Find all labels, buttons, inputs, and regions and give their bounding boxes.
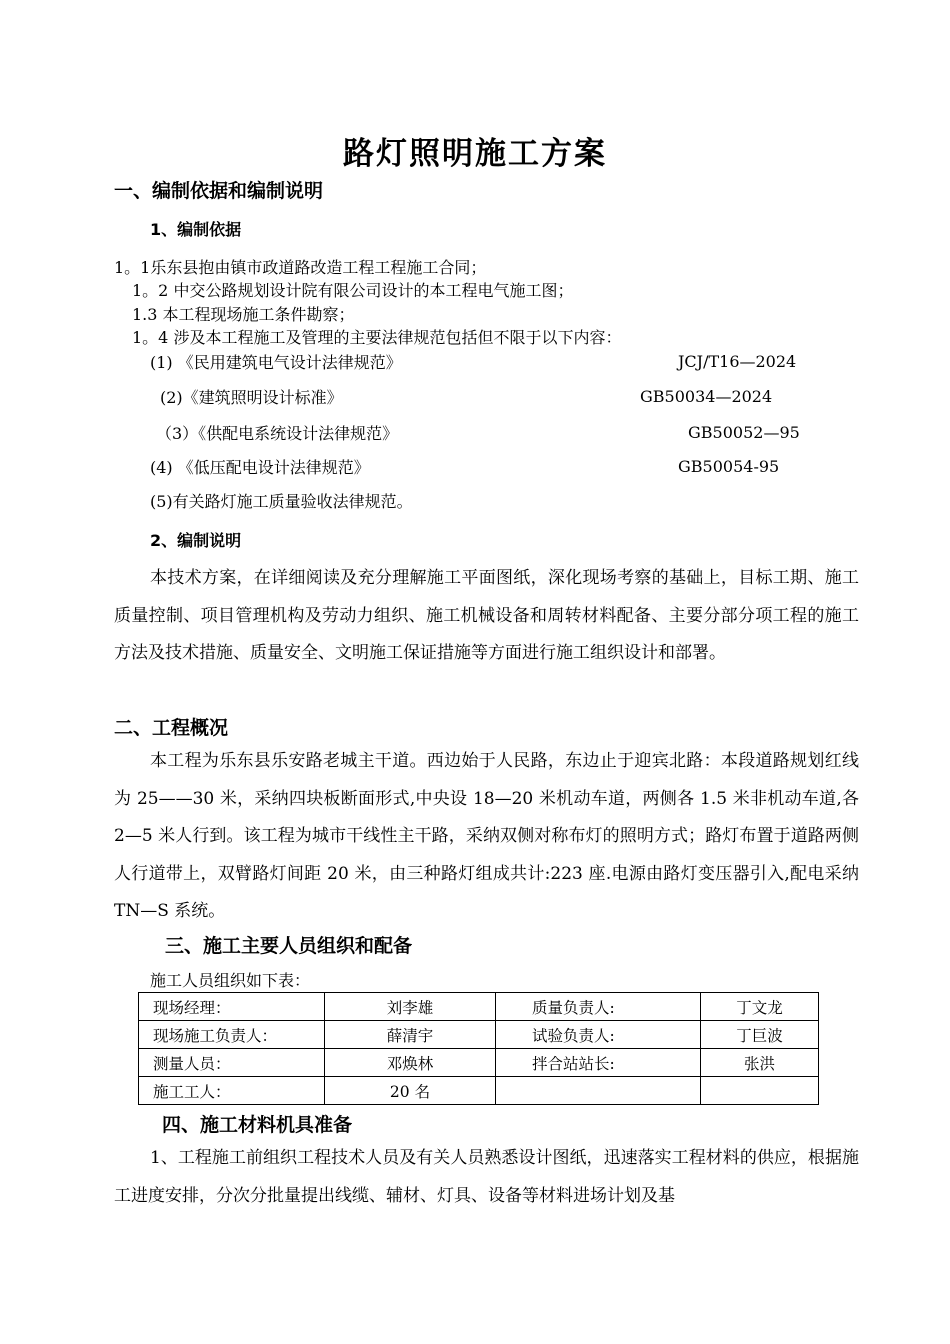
table-cell: 试验负责人:	[496, 1021, 701, 1049]
norm-1-code: JCJ/T16—2024	[678, 352, 797, 371]
norm-2-code: GB50034—2024	[640, 387, 773, 406]
table-cell: 邓焕林	[325, 1049, 496, 1077]
norm-5: (5)有关路灯施工质量验收法律规范。	[150, 492, 413, 511]
table-cell: 20 名	[325, 1077, 496, 1105]
staff-table-intro: 施工人员组织如下表：	[150, 971, 311, 990]
norm-4-code: GB50054-95	[678, 457, 780, 476]
table-row	[139, 993, 819, 1021]
subsection-basis-heading: 1、编制依据	[150, 220, 242, 239]
table-cell: 拌合站站长:	[496, 1049, 701, 1077]
table-cell: 丁文龙	[701, 993, 819, 1021]
basis-item-4: 1。4 涉及本工程施工及管理的主要法律规范包括但不限于以下内容：	[132, 328, 622, 347]
norm-3-code: GB50052—95	[688, 423, 800, 442]
table-cell: 薛清宇	[325, 1021, 496, 1049]
table-cell	[496, 1077, 701, 1105]
table-row	[139, 1049, 819, 1077]
basis-item-3: 1.3 本工程现场施工条件勘察；	[132, 305, 355, 324]
overview-paragraph: 本工程为乐东县乐安路老城主干道。西边始于人民路，东边止于迎宾北路：本段道路规划红线为 25——30 米，采纳四块板断面形式,中央设 18—20 米机动车道，两侧各 1.5 米非机动车道,各 2—5 米人行到。该工程为城市干线性主干路，采纳双侧对称布灯的照明方式；路灯布置于道路两侧人行道带上，双臂路灯间距 20 米，由三种路灯组成共计:223 座.电源由路灯变压器引入,配电采纳 TN—S 系统。	[114, 751, 859, 921]
table-cell: 丁巨波	[701, 1021, 819, 1049]
basis-item-1: 1。1乐东县抱由镇市政道路改造工程工程施工合同；	[114, 258, 487, 277]
norm-1-name: (1) 《民用建筑电气设计法律规范》	[150, 353, 402, 372]
table-row	[139, 1021, 819, 1049]
section-1-heading: 一、编制依据和编制说明	[114, 180, 324, 202]
notes-paragraph: 本技术方案，在详细阅读及充分理解施工平面图纸，深化现场考察的基础上，目标工期、施工质量控制、项目管理机构及劳动力组织、施工机械设备和周转材料配备、主要分部分项工程的施工方法及技术措施、质量安全、文明施工保证措施等方面进行施工组织设计和部署。	[114, 568, 859, 663]
table-cell: 现场施工负责人：	[139, 1021, 325, 1049]
table-cell: 施工工人：	[139, 1077, 325, 1105]
table-cell: 张洪	[701, 1049, 819, 1077]
section-3-heading: 三、施工主要人员组织和配备	[165, 935, 413, 957]
section-2-heading: 二、工程概况	[114, 717, 229, 739]
table-cell	[701, 1077, 819, 1105]
table-cell: 测量人员：	[139, 1049, 325, 1077]
section-4-heading: 四、施工材料机具准备	[162, 1114, 353, 1136]
subsection-notes-heading: 2、编制说明	[150, 531, 242, 550]
materials-paragraph: 1、工程施工前组织工程技术人员及有关人员熟悉设计图纸，迅速落实工程材料的供应，根据施工进度安排，分次分批量提出线缆、辅材、灯具、设备等材料进场计划及基	[114, 1148, 859, 1206]
table-cell: 刘李雄	[325, 993, 496, 1021]
table-row	[139, 1077, 819, 1105]
norm-2-name: (2)《建筑照明设计标准》	[160, 388, 343, 407]
basis-item-2: 1。2 中交公路规划设计院有限公司设计的本工程电气施工图；	[132, 281, 574, 300]
norm-3-name: （3）《供配电系统设计法律规范》	[156, 424, 399, 443]
table-cell: 质量负责人:	[496, 993, 701, 1021]
document-title: 路灯照明施工方案	[343, 136, 607, 172]
table-cell: 现场经理：	[139, 993, 325, 1021]
norm-4-name: (4) 《低压配电设计法律规范》	[150, 458, 370, 477]
staff-table	[138, 992, 819, 1105]
